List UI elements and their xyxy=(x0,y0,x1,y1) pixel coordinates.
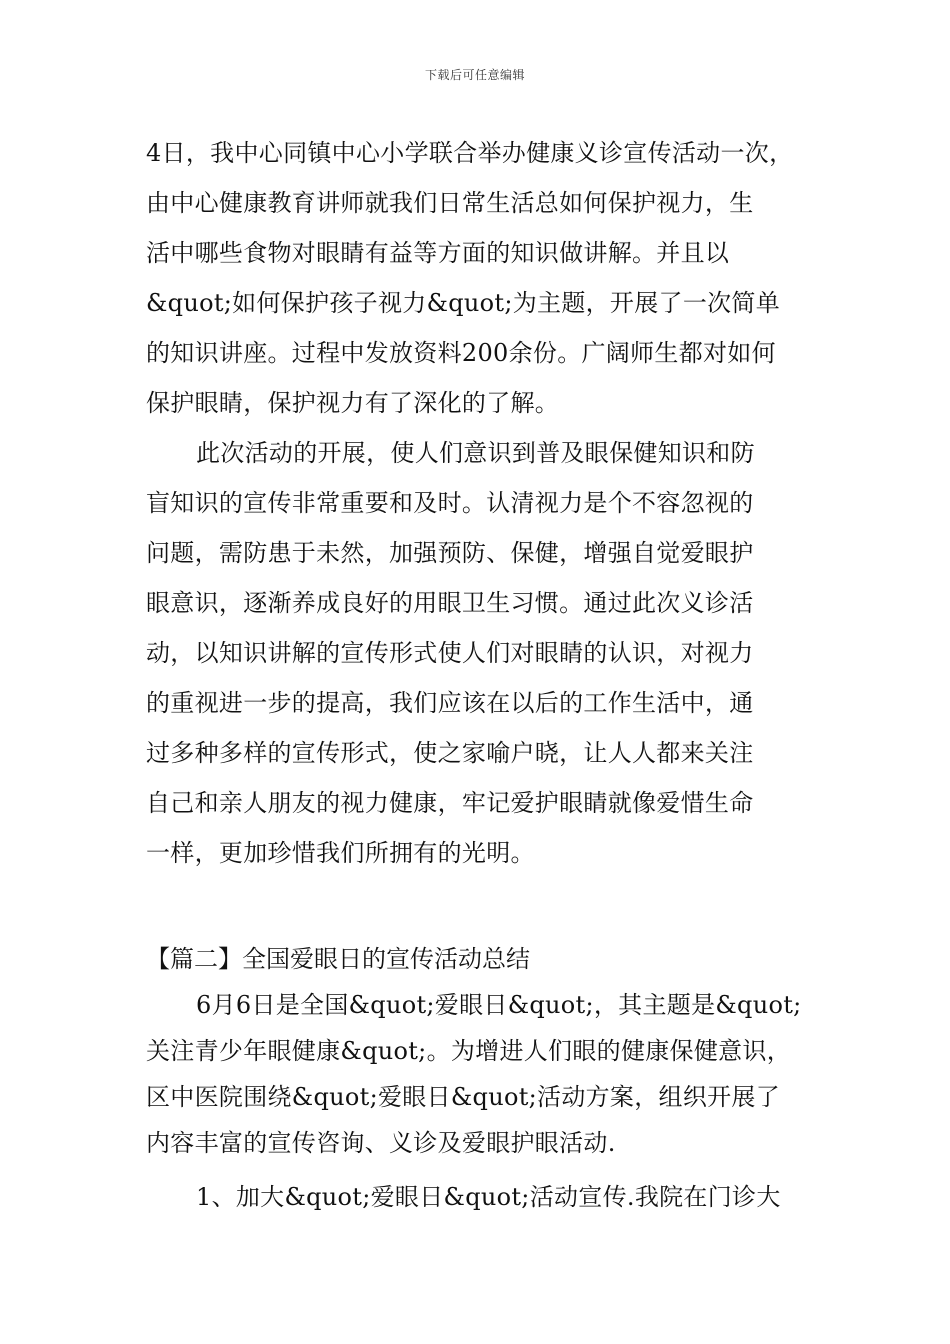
text-line: 动，以知识讲解的宣传形式使人们对眼睛的认识，对视力 xyxy=(146,639,754,667)
text-line: 活中哪些食物对眼睛有益等方面的知识做讲解。并且以 xyxy=(146,239,730,267)
paragraph-continued xyxy=(146,128,816,428)
text-line: 的知识讲座。过程中发放资料200余份。广阔师生都对如何 xyxy=(146,339,776,367)
text-line: &quot;如何保护孩子视力&quot;为主题，开展了一次简单 xyxy=(146,289,781,317)
page-header-note: 下载后可任意编辑 xyxy=(424,68,525,82)
text-line: 眼意识，逐渐养成良好的用眼卫生习惯。通过此次义诊活 xyxy=(146,589,754,617)
paragraph-intro xyxy=(146,982,816,1166)
paragraph-item-1 xyxy=(146,1174,816,1220)
text-line: 由中心健康教育讲师就我们日常生活总如何保护视力，生 xyxy=(146,189,754,217)
text-line: 保护眼睛，保护视力有了深化的了解。 xyxy=(146,389,560,417)
text-line: 内容丰富的宣传咨询、义诊及爱眼护眼活动. xyxy=(146,1129,616,1157)
text-line: 过多种多样的宣传形式，使之家喻户晓，让人人都来关注 xyxy=(146,739,754,767)
text-line: 问题，需防患于未然，加强预防、保健，增强自觉爱眼护 xyxy=(146,539,754,567)
paragraph-summary xyxy=(146,428,816,878)
text-line: 4日，我中心同镇中心小学联合举办健康义诊宣传活动一次， xyxy=(146,139,794,167)
section-heading: 【篇二】全国爱眼日的宣传活动总结 xyxy=(146,945,530,973)
text-line: 区中医院围绕&quot;爱眼日&quot;活动方案，组织开展了 xyxy=(146,1083,781,1111)
document-body xyxy=(146,128,816,1220)
text-line: 关注青少年眼健康&quot;。为增进人们眼的健康保健意识， xyxy=(146,1037,792,1065)
text-line: 一样，更加珍惜我们所拥有的光明。 xyxy=(146,839,535,867)
text-line: 此次活动的开展，使人们意识到普及眼保健知识和防 xyxy=(196,439,755,467)
text-line: 的重视进一步的提高，我们应该在以后的工作生活中，通 xyxy=(146,689,754,717)
text-line: 6月6日是全国&quot;爱眼日&quot;，其主题是&quot; xyxy=(196,991,802,1019)
text-line: 1、加大&quot;爱眼日&quot;活动宣传.我院在门诊大 xyxy=(196,1183,781,1211)
text-line: 自己和亲人朋友的视力健康，牢记爱护眼睛就像爱惜生命 xyxy=(146,789,754,817)
text-line: 盲知识的宣传非常重要和及时。认清视力是个不容忽视的 xyxy=(146,489,754,517)
